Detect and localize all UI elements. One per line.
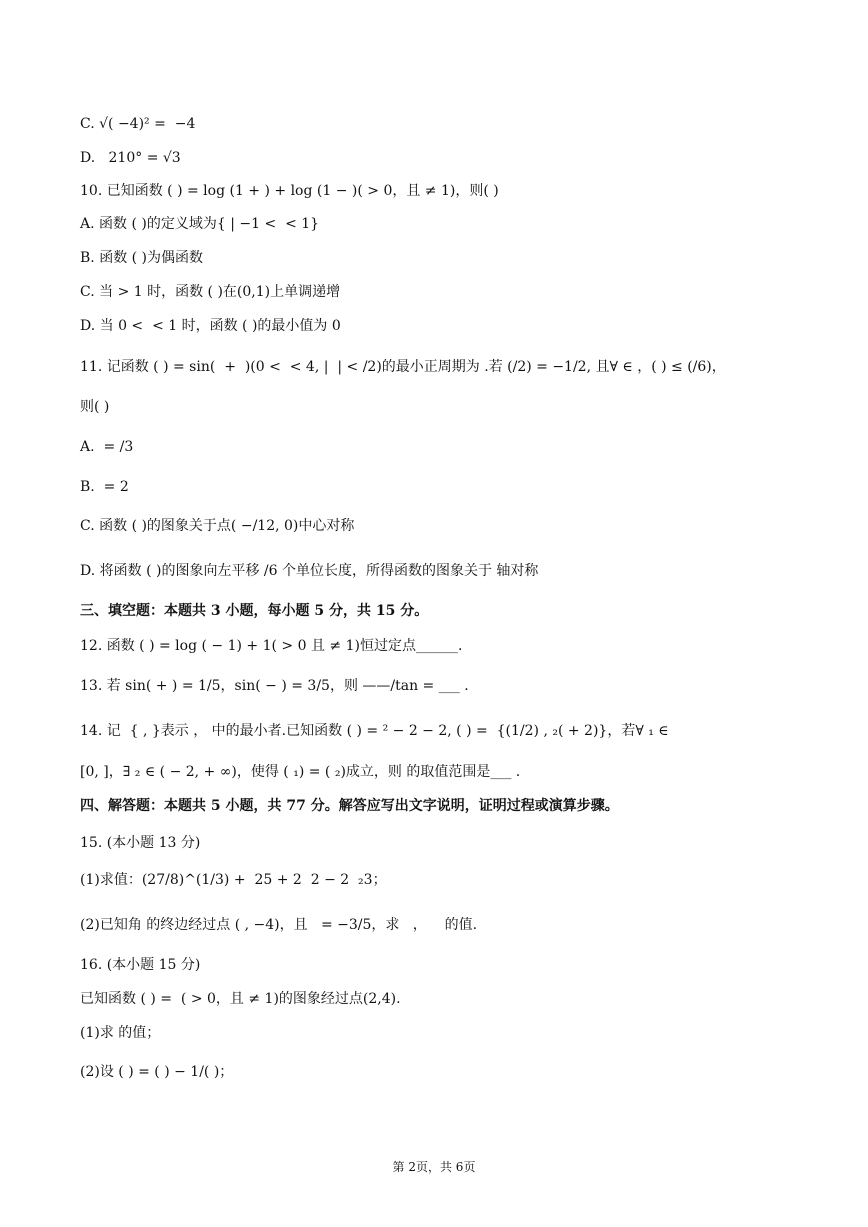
option-b-11: B. = 2	[80, 479, 129, 495]
question-16-part-1: (1)求 的值；	[80, 1025, 161, 1041]
option-a-11: A. = /3	[80, 439, 134, 455]
section-heading-answer: 四、解答题：本题共 5 小题，共 77 分。解答应写出文字说明，证明过程或演算步骤。	[80, 798, 619, 814]
option-b-10: B. 函数 ( )为偶函数	[80, 250, 204, 266]
question-16: 16. (本小题 15 分)	[80, 957, 201, 973]
option-d-11: D. 将函数 ( )的图象向左平移 /6 个单位长度，所得函数的图象关于 轴对称	[80, 563, 539, 579]
page-footer: 第 2页，共 6页	[392, 1160, 476, 1174]
question-16-intro: 已知函数 ( ) = ( > 0，且 ≠ 1)的图象经过点(2,4).	[80, 991, 401, 1007]
question-10: 10. 已知函数 ( ) = log (1 + ) + log (1 − )( > 0，且 ≠ 1)，则( )	[80, 183, 499, 199]
question-12: 12. 函数 ( ) = log ( − 1) + 1( > 0 且 ≠ 1)恒过定点______.	[80, 638, 463, 654]
option-d-10: D. 当 0 < < 1 时，函数 ( )的最小值为 0	[80, 318, 341, 334]
question-15-part-2: (2)已知角 的终边经过点 ( , −4)，且 = −3/5，求 ， 的值.	[80, 917, 478, 933]
question-14: 14. 记 { , }表示 ， 中的最小者.已知函数 ( ) = ² − 2 − 2, ( ) = {(1/2) , ₂( + 2)}，若∀ ₁ ∈	[80, 723, 669, 739]
question-15-part-1: (1)求值：(27/8)^(1/3) + 25 + 2 2 − 2 ₂3；	[80, 872, 387, 888]
question-11: 11. 记函数 ( ) = sin( + )(0 < < 4, | | < /2)的最小正周期为 .若 (/2) = −1/2, 且∀ ∈ ，( ) ≤ (/6)，	[80, 359, 726, 375]
option-c-10: C. 当 > 1 时，函数 ( )在(0,1)上单调递增	[80, 284, 341, 300]
question-14-cont: [0, ]，∃ ₂ ∈ ( − 2, + ∞)，使得 ( ₁) = ( ₂)成立，则 的取值范围是___ .	[80, 764, 521, 780]
question-15: 15. (本小题 13 分)	[80, 835, 201, 851]
question-13: 13. 若 sin( + ) = 1/5，sin( − ) = 3/5，则 ——/tan = ___ .	[80, 678, 469, 694]
option-a-10: A. 函数 ( )的定义域为{ | −1 < < 1}	[80, 216, 320, 232]
option-c-9: C. √( −4)² = −4	[80, 116, 196, 132]
section-heading-fill: 三、填空题：本题共 3 小题，每小题 5 分，共 15 分。	[80, 603, 429, 619]
question-11-cont: 则( )	[80, 399, 110, 415]
question-16-part-2: (2)设 ( ) = ( ) − 1/( )；	[80, 1064, 234, 1080]
option-c-11: C. 函数 ( )的图象关于点( −/12, 0)中心对称	[80, 518, 355, 534]
option-d-9: D. 210° = √3	[80, 150, 181, 166]
